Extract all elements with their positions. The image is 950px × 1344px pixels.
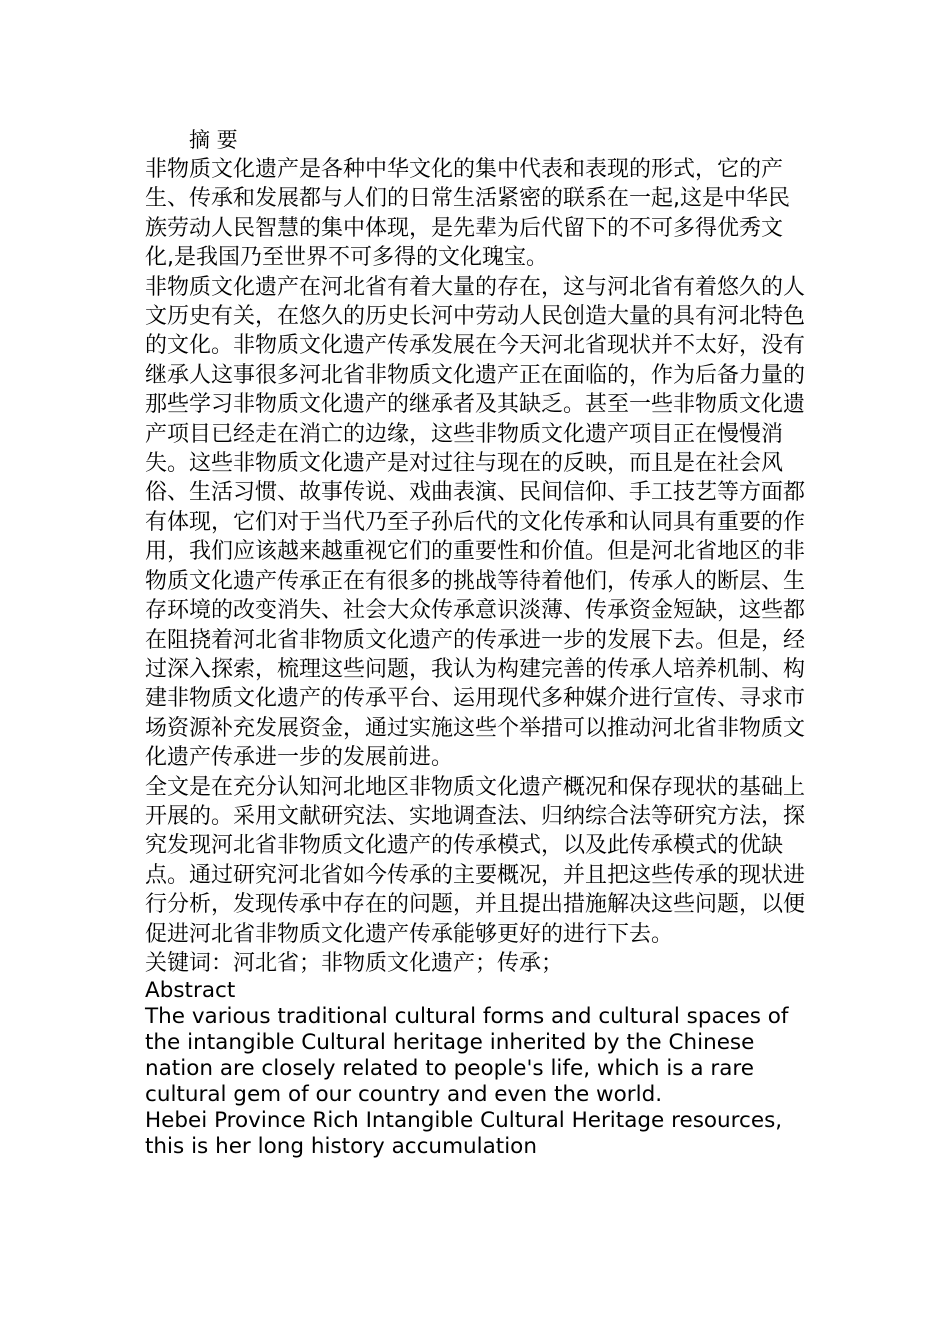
abstract-en-title: Abstract — [145, 978, 236, 1004]
abstract-cn-title: 摘 要 — [189, 128, 238, 152]
keywords-line: 关键词：河北省；非物质文化遗产；传承； — [145, 950, 564, 976]
abstract-cn-paragraph-2: 非物质文化遗产在河北省有着大量的存在，这与河北省有着悠久的人文历史有关，在悠久的历史长河中劳动人民创造大量的具有河北特色的文化。非物质文化遗产传承发展在今天河北省现状并不太好，没有继承人这事很多河北省非物质文化遗产正在面临的，作为后备力量的那些学习非物质文化遗产的继承者及其缺乏。甚至一些非物质文化遗产项目已经走在消亡的边缘，这些非物质文化遗产项目正在慢慢消失。这些非物质文化遗产是对过往与现在的反映，而且是在社会风俗、生活习惯、故事传说、戏曲表演、民间信仰、手工技艺等方面都有体现，它们对于当代乃至子孙后代的文化传承和认同具有重要的作用，我们应该越来越重视它们的重要性和价值。但是河北省地区的非物质文化遗产传承正在有很多的挑战等待着他们，传承人的断层、生存环境的改变消失、社会大众传承意识淡薄、传承资金短缺，这些都在阻挠着河北省非物质文化遗产的传承进一步的发展下去。但是，经过深入探索，梳理这些问题，我认为构建完善的传承人培养机制、构建非物质文化遗产的传承平台、运用现代多种媒介进行宣传、寻求市场资源补充发展资金，通过实施这些个举措可以推动河北省非物质文化遗产传承进一步的发展前进。 — [145, 274, 806, 771]
abstract-en-paragraph-2: Hebei Province Rich Intangible Cultural Heritage resources, this is her long history accumulation — [145, 1108, 783, 1160]
document-page — [145, 126, 810, 1160]
abstract-en-paragraph-1: The various traditional cultural forms and cultural spaces of the intangible Cultural heritage inherited by the Chinese nation are closely related to people's life, which is a rare cultural gem of our country and even the world. — [145, 1004, 789, 1108]
abstract-cn-paragraph-1: 非物质文化遗产是各种中华文化的集中代表和表现的形式，它的产生、传承和发展都与人们的日常生活紧密的联系在一起,这是中华民族劳动人民智慧的集中体现，是先辈为后代留下的不可多得优秀文化,是我国乃至世界不可多得的文化瑰宝。 — [145, 157, 790, 271]
abstract-cn-paragraph-3: 全文是在充分认知河北地区非物质文化遗产概况和保存现状的基础上开展的。采用文献研究法、实地调查法、归纳综合法等研究方法，探究发现河北省非物质文化遗产的传承模式，以及此传承模式的优缺点。通过研究河北省如今传承的主要概况，并且把这些传承的现状进行分析，发现传承中存在的问题，并且提出措施解决这些问题，以便促进河北省非物质文化遗产传承能够更好的进行下去。 — [145, 774, 806, 947]
